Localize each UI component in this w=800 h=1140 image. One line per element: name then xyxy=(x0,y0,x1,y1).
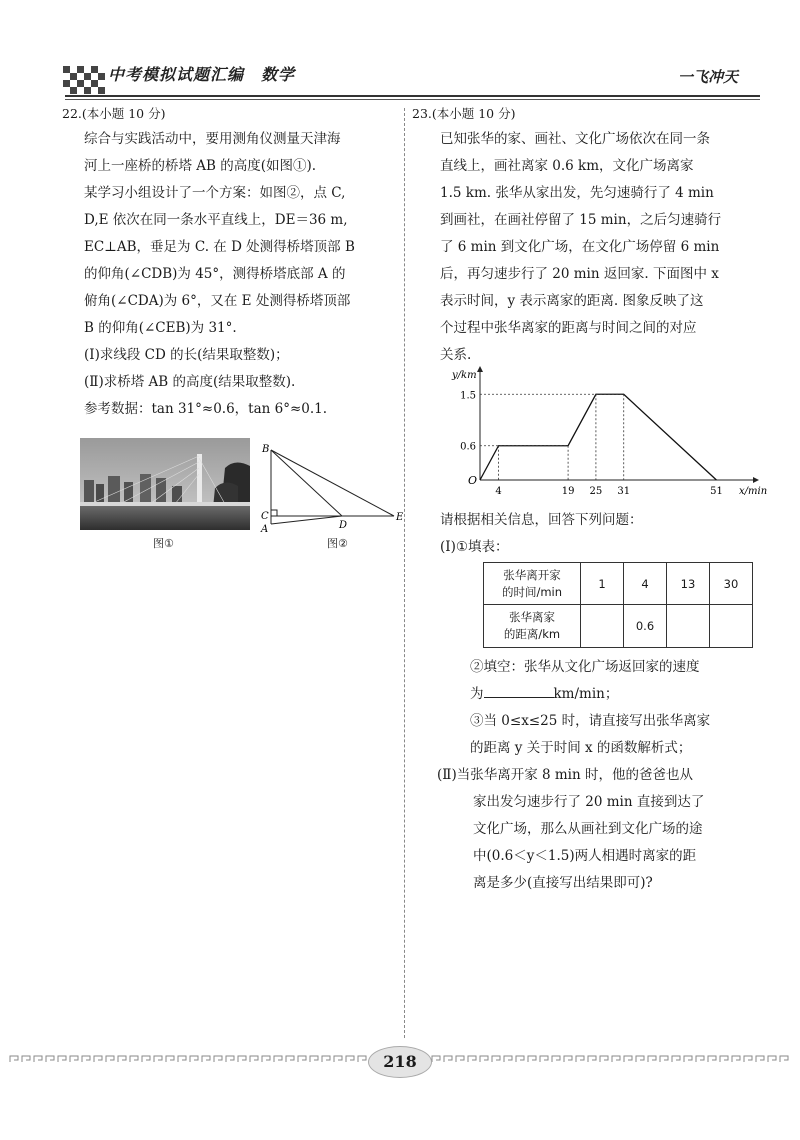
fret-motif xyxy=(648,1056,656,1062)
q22-line: EC⊥AB，垂足为 C. 在 D 处测得桥塔顶部 B xyxy=(84,239,355,255)
table-cell: 4 xyxy=(624,563,667,605)
header-rule xyxy=(65,95,760,97)
x-tick-label: 25 xyxy=(589,486,603,497)
fret-motif xyxy=(768,1056,776,1062)
fill2-pre: 为 xyxy=(470,686,484,702)
fret-motif xyxy=(756,1056,764,1062)
q22-line: (Ⅱ)求桥塔 AB 的高度(结果取整数). xyxy=(84,374,296,390)
fill2-line: ②填空：张华从文化广场返回家的速度 xyxy=(470,659,700,675)
q22-line: 河上一座桥的桥塔 AB 的高度(如图①). xyxy=(84,158,317,174)
q22-line: D,E 依次在同一条水平直线上，DE＝36 m, xyxy=(84,212,348,228)
footer-ornament-right xyxy=(432,1054,792,1064)
q23-line: 直线上，画社离家 0.6 km，文化广场离家 xyxy=(440,158,694,174)
figure1-caption: 图① xyxy=(153,537,174,550)
x-axis-label: x/min xyxy=(739,486,768,497)
fret-motif xyxy=(178,1056,186,1062)
table-header-line: 张华离开家 xyxy=(503,567,561,582)
x-tick-label: 4 xyxy=(495,486,502,497)
table-cell: 0.6 xyxy=(624,605,667,648)
fret-motif xyxy=(238,1056,246,1062)
q23-line: 个过程中张华离家的距离与时间之间的对应 xyxy=(440,320,697,336)
fret-motif xyxy=(346,1056,354,1062)
fret-motif xyxy=(528,1056,536,1062)
fret-motif xyxy=(82,1056,90,1062)
fret-motif xyxy=(166,1056,174,1062)
q23-after-chart xyxy=(440,507,643,561)
q23-part1-head: (Ⅰ)①填表： xyxy=(440,539,509,555)
fret-motif xyxy=(262,1056,270,1062)
fret-motif xyxy=(456,1056,464,1062)
fret-motif xyxy=(504,1056,512,1062)
fret-motif xyxy=(334,1056,342,1062)
q22-line: (Ⅰ)求线段 CD 的长(结果取整数)； xyxy=(84,347,289,363)
header-brand: 一飞冲天 xyxy=(678,68,739,86)
q22-text xyxy=(84,126,355,423)
part2-line: 中(0.6＜y＜1.5)两人相遇时离家的距 xyxy=(473,848,697,864)
distance-time-chart xyxy=(440,366,768,506)
fret-motif xyxy=(214,1056,222,1062)
fret-motif xyxy=(708,1056,716,1062)
q23-fill-items xyxy=(470,654,710,762)
fret-motif xyxy=(696,1056,704,1062)
x-axis-arrow xyxy=(753,477,759,483)
fret-motif xyxy=(732,1056,740,1062)
bridge-photo xyxy=(80,438,250,530)
fret-motif xyxy=(492,1056,500,1062)
table-answer-cell[interactable] xyxy=(667,605,710,648)
q22-heading: 22.(本小题 10 分) xyxy=(62,106,166,121)
fret-motif xyxy=(154,1056,162,1062)
fret-motif xyxy=(564,1056,572,1062)
q23-line: 表示时间，y 表示离家的距离. 图象反映了这 xyxy=(440,293,704,309)
table-header-line: 的距离/km xyxy=(503,627,561,641)
q22-line: 的仰角(∠CDB)为 45°，测得桥塔底部 A 的 xyxy=(84,266,346,282)
checker-logo-icon xyxy=(63,66,107,96)
origin-label: O xyxy=(468,474,478,487)
q23-part2 xyxy=(437,762,704,897)
fret-motif xyxy=(600,1056,608,1062)
fret-motif xyxy=(226,1056,234,1062)
part2-line: (Ⅱ)当张华离开家 8 min 时，他的爸爸也从 xyxy=(437,767,693,783)
header-rule-thin xyxy=(65,99,760,100)
table-cell: 13 xyxy=(667,563,710,605)
fret-motif xyxy=(358,1056,366,1062)
fret-motif xyxy=(286,1056,294,1062)
fret-motif xyxy=(58,1056,66,1062)
page-number: 218 xyxy=(368,1046,432,1078)
fret-motif xyxy=(540,1056,548,1062)
fret-motif xyxy=(780,1056,788,1062)
fret-motif xyxy=(94,1056,102,1062)
label-b: B xyxy=(262,444,270,455)
q23-line: 后，再匀速步行了 20 min 返回家. 下面图中 x xyxy=(440,266,719,282)
fret-motif xyxy=(468,1056,476,1062)
x-tick-label: 51 xyxy=(710,486,723,497)
table-header-line: 的时间/min xyxy=(501,584,563,599)
fret-motif xyxy=(516,1056,524,1062)
label-e: E xyxy=(396,512,404,523)
fret-motif xyxy=(202,1056,210,1062)
y-tick-label: 0.6 xyxy=(460,441,476,453)
q22-line: 某学习小组设计了一个方案：如图②，点 C, xyxy=(84,185,346,201)
fret-motif xyxy=(720,1056,728,1062)
fret-motif xyxy=(190,1056,198,1062)
header-title: 中考模拟试题汇编 数学 xyxy=(108,65,296,84)
fret-motif xyxy=(444,1056,452,1062)
x-tick-label: 31 xyxy=(617,486,631,497)
q22-line: 俯角(∠CDA)为 6°，又在 E 处测得桥塔顶部 xyxy=(84,293,351,309)
q23-line: 了 6 min 到文化广场，在文化广场停留 6 min xyxy=(440,239,720,255)
table-answer-cell[interactable] xyxy=(581,605,624,648)
fill3-line: ③当 0≤x≤25 时，请直接写出张华离家 xyxy=(470,713,711,729)
y-axis-arrow xyxy=(477,366,483,372)
fret-motif xyxy=(480,1056,488,1062)
part2-line: 离是多少(直接写出结果即可)? xyxy=(473,875,653,891)
fill2-answer-line xyxy=(470,681,710,708)
fret-motif xyxy=(142,1056,150,1062)
q22-line: 参考数据：tan 31°≈0.6，tan 6°≈0.1. xyxy=(84,401,328,417)
q22-line: 综合与实践活动中，要用测角仪测量天津海 xyxy=(84,131,341,147)
fret-motif xyxy=(612,1056,620,1062)
fill2-post: km/min； xyxy=(553,686,619,702)
q22-line: B 的仰角(∠CEB)为 31°. xyxy=(84,320,237,336)
fret-motif xyxy=(70,1056,78,1062)
y-axis-label: y/km xyxy=(452,370,477,381)
x-tick-label: 19 xyxy=(561,486,575,497)
speed-answer-blank[interactable] xyxy=(484,683,554,698)
q23-line: 到画社，在画社停留了 15 min，之后匀速骑行 xyxy=(440,212,722,228)
fill3-line: 的距离 y 关于时间 x 的函数解析式； xyxy=(470,740,692,756)
fret-motif xyxy=(250,1056,258,1062)
fret-motif xyxy=(322,1056,330,1062)
part2-line: 文化广场，那么从画社到文化广场的途 xyxy=(473,821,703,837)
q23-text xyxy=(440,126,721,369)
page-header xyxy=(0,0,800,110)
fret-motif xyxy=(310,1056,318,1062)
series-line xyxy=(480,394,716,480)
answer-table xyxy=(483,562,753,648)
fret-motif xyxy=(274,1056,282,1062)
label-c: C xyxy=(261,511,269,522)
fret-motif xyxy=(46,1056,54,1062)
fret-motif xyxy=(552,1056,560,1062)
column-divider xyxy=(404,108,405,1038)
fret-motif xyxy=(130,1056,138,1062)
label-d: D xyxy=(339,520,348,531)
fret-motif xyxy=(432,1056,440,1062)
table-cell: 1 xyxy=(581,563,624,605)
fret-motif xyxy=(298,1056,306,1062)
fret-motif xyxy=(576,1056,584,1062)
fret-motif xyxy=(660,1056,668,1062)
q23-line: 1.5 km. 张华从家出发，先匀速骑行了 4 min xyxy=(440,185,714,201)
fret-motif xyxy=(684,1056,692,1062)
fret-motif xyxy=(10,1056,18,1062)
part2-line: 家出发匀速步行了 20 min 直接到达了 xyxy=(473,794,705,810)
q23-heading: 23.(本小题 10 分) xyxy=(412,106,516,121)
fret-motif xyxy=(636,1056,644,1062)
q23-line: 关系. xyxy=(440,347,472,363)
triangle-diagram xyxy=(258,440,408,535)
fret-motif xyxy=(744,1056,752,1062)
table-cell: 30 xyxy=(710,563,753,605)
fret-motif xyxy=(106,1056,114,1062)
table-row-header xyxy=(484,563,581,605)
table-answer-cell[interactable] xyxy=(710,605,753,648)
fret-motif xyxy=(118,1056,126,1062)
q23-prompt: 请根据相关信息，回答下列问题： xyxy=(440,512,643,528)
footer-ornament-left xyxy=(10,1054,370,1064)
figure2-caption: 图② xyxy=(327,537,348,550)
q23-line: 已知张华的家、画社、文化广场依次在同一条 xyxy=(440,131,710,147)
fret-motif xyxy=(672,1056,680,1062)
table-header-line: 张华离家 xyxy=(509,610,555,624)
label-a: A xyxy=(261,524,269,535)
fret-motif xyxy=(588,1056,596,1062)
table-row-header xyxy=(484,605,581,648)
fret-motif xyxy=(624,1056,632,1062)
fret-motif xyxy=(22,1056,30,1062)
fret-motif xyxy=(34,1056,42,1062)
y-tick-label: 1.5 xyxy=(460,390,476,402)
